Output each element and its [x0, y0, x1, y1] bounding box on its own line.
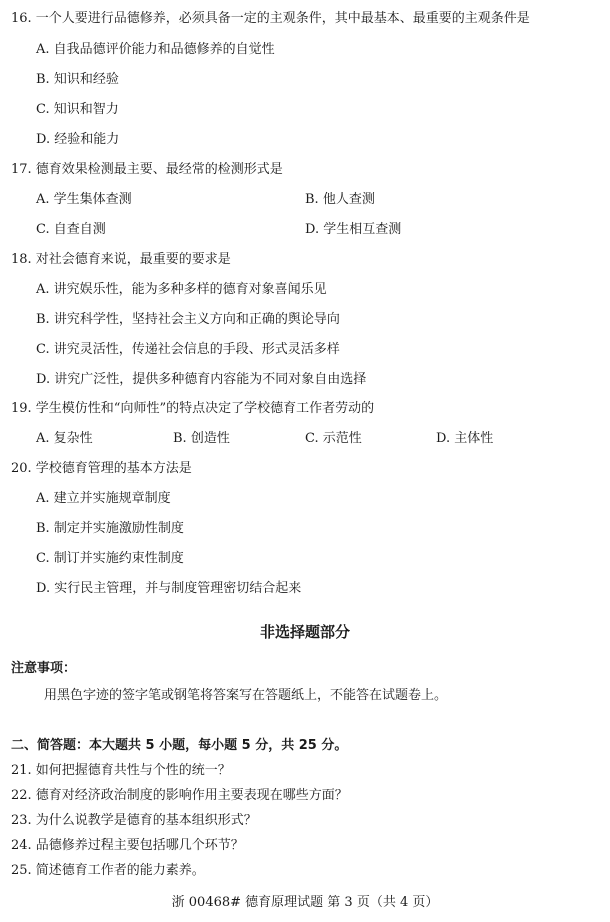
question-19-stem: 19. 学生模仿性和“向师性”的特点决定了学校德育工作者劳动的: [11, 401, 375, 416]
part2-title: 二、简答题：本大题共 5 小题，每小题 5 分，共 25 分。: [11, 738, 348, 753]
question-18-option-b: B. 讲究科学性，坚持社会主义方向和正确的舆论导向: [36, 312, 340, 327]
question-16-stem: 16. 一个人要进行品德修养，必须具备一定的主观条件，其中最基本、最重要的主观条件是: [11, 11, 530, 26]
question-20-option-b: B. 制定并实施激励性制度: [36, 521, 184, 536]
question-17-option-c: C. 自查自测: [36, 222, 106, 237]
question-17-option-d: D. 学生相互查测: [305, 222, 402, 237]
question-17-stem: 17. 德育效果检测最主要、最经常的检测形式是: [11, 162, 283, 177]
question-18-option-c: C. 讲究灵活性，传递社会信息的手段、形式灵活多样: [36, 342, 340, 357]
notice-text: 用黑色字迹的签字笔或钢笔将答案写在答题纸上，不能答在试题卷上。: [44, 688, 448, 703]
question-18-stem: 18. 对社会德育来说，最重要的要求是: [11, 252, 231, 267]
question-22: 22. 德育对经济政治制度的影响作用主要表现在哪些方面？: [11, 788, 348, 803]
section-title: 非选择题部分: [259, 623, 350, 641]
notice-title: 注意事项：: [11, 661, 77, 676]
question-21: 21. 如何把握德育共性与个性的统一？: [11, 763, 231, 778]
question-18-option-d: D. 讲究广泛性，提供多种德育内容能为不同对象自由选择: [36, 372, 367, 387]
question-19-option-c: C. 示范性: [305, 431, 362, 446]
question-17-option-b: B. 他人查测: [305, 192, 375, 207]
question-18-option-a: A. 讲究娱乐性，能为多种多样的德育对象喜闻乐见: [36, 282, 327, 297]
question-24: 24. 品德修养过程主要包括哪几个环节？: [11, 838, 244, 853]
question-20-option-c: C. 制订并实施约束性制度: [36, 551, 184, 566]
question-20-option-a: A. 建立并实施规章制度: [36, 491, 171, 506]
question-16-option-a: A. 自我品德评价能力和品德修养的自觉性: [36, 42, 275, 57]
question-19-option-d: D. 主体性: [436, 431, 494, 446]
question-16-option-c: C. 知识和智力: [36, 102, 119, 117]
question-16-option-d: D. 经验和能力: [36, 132, 120, 147]
question-19-option-b: B. 创造性: [173, 431, 230, 446]
question-20-option-d: D. 实行民主管理，并与制度管理密切结合起来: [36, 581, 302, 596]
question-23: 23. 为什么说教学是德育的基本组织形式？: [11, 813, 257, 828]
question-17-option-a: A. 学生集体查测: [36, 192, 132, 207]
question-16-option-b: B. 知识和经验: [36, 72, 119, 87]
question-20-stem: 20. 学校德育管理的基本方法是: [11, 461, 192, 476]
question-19-option-a: A. 复杂性: [36, 431, 93, 446]
question-25: 25. 简述德育工作者的能力素养。: [11, 863, 205, 878]
page-footer: 浙 00468# 德育原理试题 第 3 页（共 4 页）: [171, 895, 439, 910]
